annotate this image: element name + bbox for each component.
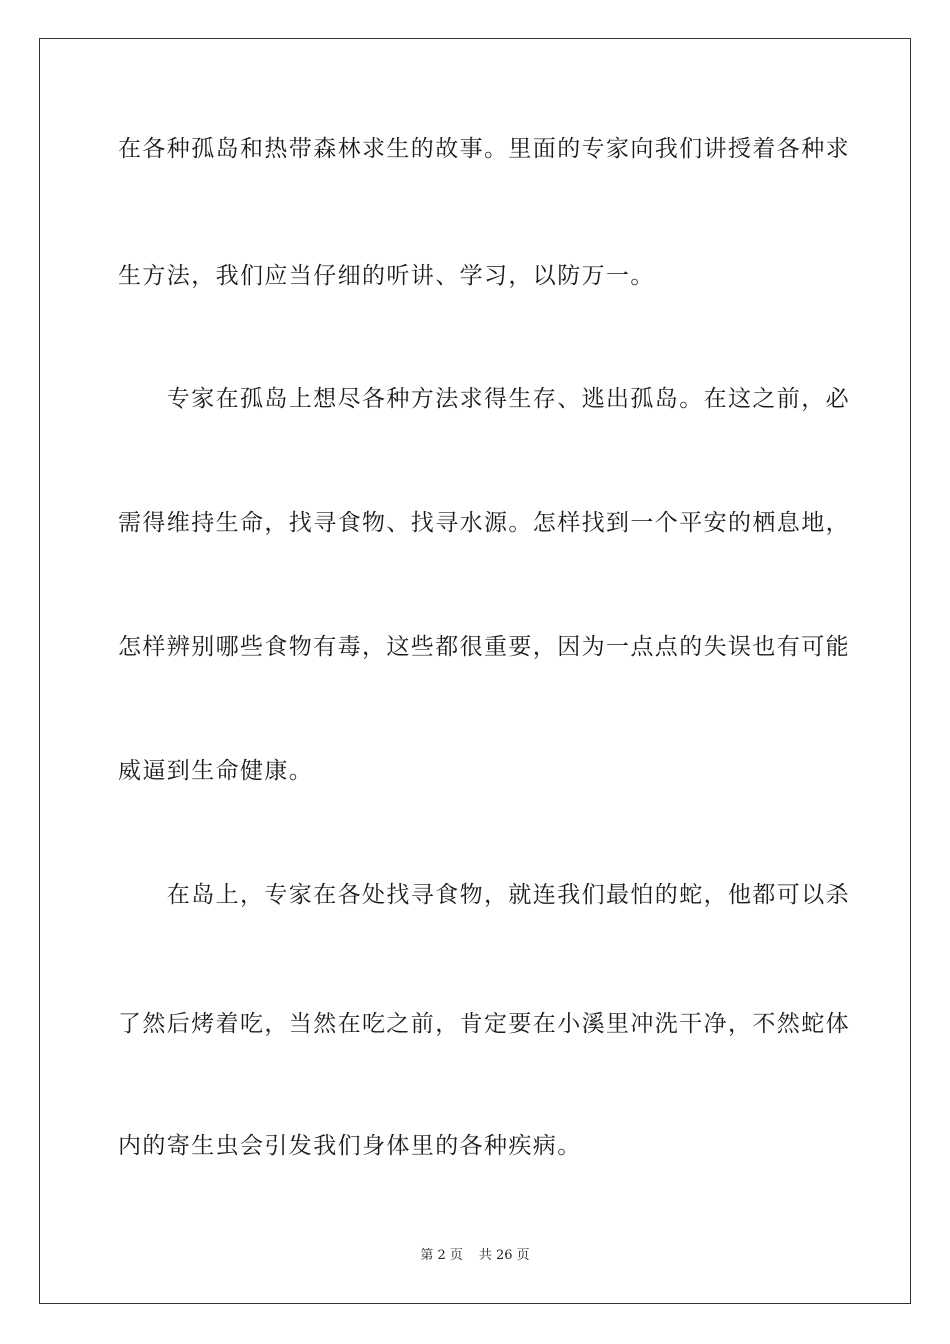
total-pages: 共 26 页 [478,1248,530,1263]
body-text-line: 了然后烤着吃，当然在吃之前，肯定要在小溪里冲洗干净，不然蛇体 [118,1011,850,1037]
body-text-line: 在各种孤岛和热带森林求生的故事。里面的专家向我们讲授着各种求 [118,136,850,162]
body-text-line: 生方法，我们应当仔细的听讲、学习，以防万一。 [118,263,655,289]
body-text-line: 怎样辨别哪些食物有毒，这些都很重要，因为一点点的失误也有可能 [118,634,850,660]
body-text-line: 需得维持生命，找寻食物、找寻水源。怎样找到一个平安的栖息地， [118,510,850,536]
page-number: 第 2 页 [420,1248,463,1263]
page-border [39,38,911,1304]
body-text-line: 在岛上，专家在各处找寻食物，就连我们最怕的蛇，他都可以杀 [118,882,850,908]
page-footer [0,1247,950,1265]
body-text-line: 专家在孤岛上想尽各种方法求得生存、逃出孤岛。在这之前，必 [118,386,850,412]
body-text-line: 内的寄生虫会引发我们身体里的各种疾病。 [118,1133,582,1159]
body-text-line: 威逼到生命健康。 [118,758,314,784]
